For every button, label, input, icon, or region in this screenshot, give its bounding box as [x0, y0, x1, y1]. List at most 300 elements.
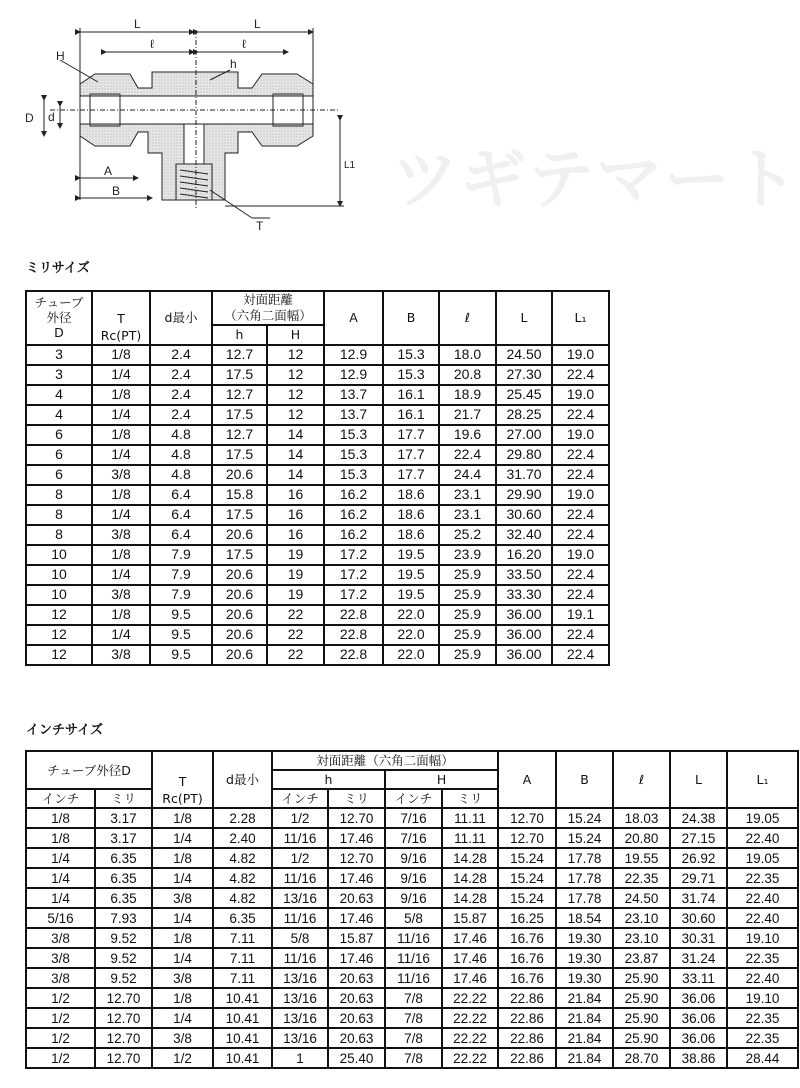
table-cell: 21.84	[556, 1048, 613, 1068]
table-row	[26, 605, 609, 625]
table-cell: 23.1	[439, 485, 496, 505]
table-cell: 21.84	[556, 1028, 613, 1048]
metric-section-title: ミリサイズ	[26, 261, 90, 276]
header-d-min: d最小	[213, 751, 272, 808]
table-cell: 25.9	[439, 625, 496, 645]
table-cell: 15.3	[383, 365, 439, 385]
table-cell: 23.10	[613, 928, 670, 948]
table-cell: 12	[267, 385, 324, 405]
table-row	[26, 365, 609, 385]
table-cell: 28.70	[613, 1048, 670, 1068]
table-cell: 12.9	[324, 365, 383, 385]
header-tube-od-line3: D	[54, 325, 64, 341]
table-cell: 4.82	[213, 868, 272, 888]
header-across-flats-line2: （六角二面幅）	[224, 308, 312, 323]
table-cell: 4	[26, 405, 92, 425]
table-cell: 1/4	[152, 828, 213, 848]
table-cell: 3/8	[26, 968, 95, 988]
table-cell: 20.63	[328, 1028, 385, 1048]
table-row	[26, 948, 798, 968]
table-cell: 23.10	[613, 908, 670, 928]
table-cell: 22.35	[727, 1028, 798, 1048]
table-cell: 19.0	[552, 485, 609, 505]
table-cell: 14.28	[442, 848, 498, 868]
table-cell: 22.40	[727, 968, 798, 988]
table-cell: 17.2	[324, 565, 383, 585]
header-H-inch: インチ	[385, 789, 442, 808]
table-cell: 14	[267, 465, 324, 485]
table-cell: 22.4	[552, 505, 609, 525]
table-cell: 7.11	[213, 928, 272, 948]
table-cell: 22.0	[383, 645, 439, 665]
table-cell: 28.25	[496, 405, 552, 425]
header-T	[92, 291, 150, 345]
table-cell: 16	[267, 485, 324, 505]
table-cell: 27.15	[670, 828, 727, 848]
header-T-label: T	[117, 310, 125, 326]
table-cell: 1/8	[26, 808, 95, 828]
table-cell: 36.00	[496, 645, 552, 665]
table-cell: 24.38	[670, 808, 727, 828]
table-cell: 1/2	[26, 1048, 95, 1068]
table-cell: 16.2	[324, 505, 383, 525]
table-cell: 1/2	[26, 988, 95, 1008]
table-cell: 6.35	[213, 908, 272, 928]
table-cell: 21.84	[556, 1008, 613, 1028]
table-cell: 7/8	[385, 1028, 442, 1048]
table-cell: 9/16	[385, 888, 442, 908]
table-cell: 16	[267, 505, 324, 525]
table-cell: 12.7	[212, 385, 267, 405]
table-cell: 22.4	[552, 465, 609, 485]
table-cell: 23.1	[439, 505, 496, 525]
table-cell: 11/16	[272, 828, 328, 848]
table-row	[26, 425, 609, 445]
table-cell: 1/4	[92, 565, 150, 585]
table-cell: 16.76	[498, 968, 556, 988]
table-cell: 22.4	[552, 585, 609, 605]
table-cell: 9/16	[385, 848, 442, 868]
table-cell: 13/16	[272, 1028, 328, 1048]
table-cell: 4.8	[150, 465, 212, 485]
table-cell: 16.2	[324, 525, 383, 545]
table-cell: 20.6	[212, 585, 267, 605]
header-L: L	[496, 291, 552, 345]
table-cell: 22.22	[442, 1048, 498, 1068]
table-cell: 19.1	[552, 605, 609, 625]
table-cell: 17.46	[442, 968, 498, 988]
table-cell: 24.50	[613, 888, 670, 908]
table-cell: 7/16	[385, 808, 442, 828]
table-cell: 21.84	[556, 988, 613, 1008]
table-cell: 14	[267, 425, 324, 445]
table-cell: 12.70	[498, 828, 556, 848]
table-cell: 10	[26, 565, 92, 585]
inch-size-table	[25, 750, 799, 1069]
table-cell: 18.0	[439, 345, 496, 365]
table-cell: 16.1	[383, 385, 439, 405]
table-cell: 11/16	[385, 948, 442, 968]
table-cell: 25.40	[328, 1048, 385, 1068]
table-cell: 20.6	[212, 645, 267, 665]
header-A: A	[324, 291, 383, 345]
table-cell: 11.11	[442, 828, 498, 848]
table-cell: 7.11	[213, 948, 272, 968]
table-row	[26, 988, 798, 1008]
table-cell: 12.7	[212, 425, 267, 445]
table-cell: 12	[267, 365, 324, 385]
metric-size-table	[25, 290, 610, 666]
table-cell: 6.4	[150, 505, 212, 525]
header-across-flats	[212, 291, 324, 325]
table-cell: 29.80	[496, 445, 552, 465]
table-cell: 22.35	[727, 948, 798, 968]
table-cell: 1/4	[92, 365, 150, 385]
table-cell: 3/8	[92, 525, 150, 545]
table-cell: 13/16	[272, 1008, 328, 1028]
table-cell: 17.5	[212, 545, 267, 565]
table-cell: 3.17	[95, 808, 152, 828]
table-cell: 17.46	[442, 928, 498, 948]
table-cell: 19.05	[727, 808, 798, 828]
table-cell: 17.5	[212, 445, 267, 465]
table-cell: 1/8	[92, 545, 150, 565]
table-cell: 25.45	[496, 385, 552, 405]
table-cell: 18.9	[439, 385, 496, 405]
header-across-flats: 対面距離（六角二面幅）	[272, 751, 498, 770]
table-cell: 1/8	[92, 485, 150, 505]
table-cell: 22.86	[498, 1028, 556, 1048]
table-cell: 27.00	[496, 425, 552, 445]
table-cell: 22.22	[442, 1028, 498, 1048]
table-cell: 1/8	[92, 425, 150, 445]
table-cell: 11/16	[385, 928, 442, 948]
table-cell: 18.54	[556, 908, 613, 928]
table-cell: 7.93	[95, 908, 152, 928]
table-cell: 19	[267, 545, 324, 565]
label-H: H	[56, 49, 65, 63]
table-cell: 5/8	[272, 928, 328, 948]
header-T	[152, 751, 213, 808]
table-cell: 22.86	[498, 1008, 556, 1028]
table-row	[26, 808, 798, 828]
table-cell: 19.0	[552, 345, 609, 365]
table-cell: 17.2	[324, 545, 383, 565]
table-cell: 9.5	[150, 605, 212, 625]
table-cell: 3/8	[92, 585, 150, 605]
table-cell: 16.25	[498, 908, 556, 928]
table-cell: 16.20	[496, 545, 552, 565]
table-cell: 12.9	[324, 345, 383, 365]
inch-table-body	[26, 808, 798, 1068]
table-cell: 1/8	[92, 605, 150, 625]
table-cell: 1/8	[152, 928, 213, 948]
table-cell: 3/8	[92, 645, 150, 665]
table-cell: 5/8	[385, 908, 442, 928]
table-cell: 3/8	[26, 928, 95, 948]
header-H-mm: ミリ	[442, 789, 498, 808]
table-cell: 33.11	[670, 968, 727, 988]
table-cell: 23.87	[613, 948, 670, 968]
table-cell: 17.5	[212, 505, 267, 525]
table-cell: 1/2	[26, 1008, 95, 1028]
table-cell: 1/4	[152, 868, 213, 888]
table-cell: 25.90	[613, 988, 670, 1008]
label-l-right: ℓ	[242, 37, 246, 51]
table-cell: 6.35	[95, 848, 152, 868]
table-cell: 1/4	[26, 888, 95, 908]
table-cell: 20.6	[212, 525, 267, 545]
table-cell: 33.50	[496, 565, 552, 585]
header-T-label: T	[178, 774, 187, 789]
table-cell: 7.9	[150, 565, 212, 585]
table-cell: 1/8	[152, 808, 213, 828]
table-cell: 19.30	[556, 948, 613, 968]
table-cell: 19	[267, 585, 324, 605]
table-cell: 27.30	[496, 365, 552, 385]
table-cell: 7.11	[213, 968, 272, 988]
table-cell: 20.63	[328, 988, 385, 1008]
table-cell: 20.63	[328, 1008, 385, 1028]
table-cell: 33.30	[496, 585, 552, 605]
table-row	[26, 888, 798, 908]
table-cell: 1/4	[92, 505, 150, 525]
table-cell: 1/4	[152, 948, 213, 968]
table-cell: 36.00	[496, 605, 552, 625]
table-cell: 13.7	[324, 405, 383, 425]
table-cell: 25.2	[439, 525, 496, 545]
table-cell: 9/16	[385, 868, 442, 888]
header-L1: L₁	[727, 751, 798, 808]
table-cell: 7/8	[385, 988, 442, 1008]
table-cell: 3/8	[152, 1028, 213, 1048]
table-cell: 22.4	[552, 405, 609, 425]
table-cell: 12.70	[328, 848, 385, 868]
table-cell: 15.24	[498, 848, 556, 868]
label-L-right: L	[254, 17, 261, 31]
table-cell: 6.35	[95, 888, 152, 908]
table-cell: 22.22	[442, 988, 498, 1008]
table-cell: 17.7	[383, 445, 439, 465]
table-cell: 16.1	[383, 405, 439, 425]
table-cell: 6	[26, 445, 92, 465]
table-row	[26, 485, 609, 505]
header-H: H	[385, 770, 498, 789]
table-cell: 14.28	[442, 868, 498, 888]
table-cell: 2.28	[213, 808, 272, 828]
table-row	[26, 645, 609, 665]
table-cell: 15.3	[324, 465, 383, 485]
table-cell: 24.4	[439, 465, 496, 485]
table-cell: 20.6	[212, 625, 267, 645]
table-cell: 22.40	[727, 828, 798, 848]
table-cell: 11.11	[442, 808, 498, 828]
table-cell: 29.90	[496, 485, 552, 505]
table-cell: 19	[267, 565, 324, 585]
header-B: B	[383, 291, 439, 345]
header-tube-od-line2: 外径	[46, 310, 72, 326]
table-cell: 6	[26, 425, 92, 445]
table-cell: 31.24	[670, 948, 727, 968]
table-cell: 10	[26, 585, 92, 605]
table-cell: 25.9	[439, 645, 496, 665]
table-cell: 10.41	[213, 1008, 272, 1028]
table-cell: 19.5	[383, 585, 439, 605]
table-cell: 9.52	[95, 928, 152, 948]
table-cell: 22	[267, 645, 324, 665]
table-cell: 12.70	[95, 1048, 152, 1068]
table-cell: 38.86	[670, 1048, 727, 1068]
table-cell: 30.31	[670, 928, 727, 948]
table-cell: 9.5	[150, 625, 212, 645]
table-row	[26, 848, 798, 868]
table-cell: 36.06	[670, 1008, 727, 1028]
table-row	[26, 405, 609, 425]
table-cell: 16.76	[498, 928, 556, 948]
header-l: ℓ	[439, 291, 496, 345]
header-h: h	[272, 770, 385, 789]
label-d: d	[48, 110, 55, 124]
table-cell: 17.78	[556, 888, 613, 908]
table-cell: 17.78	[556, 848, 613, 868]
table-cell: 6.4	[150, 485, 212, 505]
table-cell: 1/4	[92, 625, 150, 645]
table-cell: 29.71	[670, 868, 727, 888]
table-row	[26, 585, 609, 605]
table-row	[26, 505, 609, 525]
table-cell: 10.41	[213, 1048, 272, 1068]
table-cell: 1/8	[92, 345, 150, 365]
table-cell: 2.4	[150, 385, 212, 405]
table-cell: 36.06	[670, 988, 727, 1008]
header-tube-od-line1: チューブ	[34, 295, 84, 311]
header-B: B	[556, 751, 613, 808]
table-cell: 22.4	[552, 645, 609, 665]
branch-bore	[184, 124, 204, 164]
table-cell: 17.46	[442, 948, 498, 968]
table-cell: 25.90	[613, 1028, 670, 1048]
table-cell: 3/8	[152, 968, 213, 988]
table-cell: 1/8	[152, 848, 213, 868]
table-cell: 4.8	[150, 445, 212, 465]
table-cell: 22.4	[552, 525, 609, 545]
table-cell: 19.30	[556, 968, 613, 988]
table-cell: 7/8	[385, 1048, 442, 1068]
table-cell: 20.8	[439, 365, 496, 385]
table-cell: 20.6	[212, 565, 267, 585]
header-H: H	[267, 325, 324, 345]
table-cell: 10.41	[213, 1028, 272, 1048]
table-cell: 15.24	[556, 828, 613, 848]
table-cell: 12	[26, 605, 92, 625]
table-cell: 30.60	[496, 505, 552, 525]
table-row	[26, 1028, 798, 1048]
table-cell: 4.8	[150, 425, 212, 445]
table-cell: 19.05	[727, 848, 798, 868]
table-cell: 19.0	[552, 385, 609, 405]
table-cell: 22.4	[552, 445, 609, 465]
table-cell: 1/8	[26, 828, 95, 848]
table-cell: 22.35	[727, 868, 798, 888]
table-cell: 1/4	[152, 908, 213, 928]
table-cell: 22.86	[498, 988, 556, 1008]
table-cell: 25.90	[613, 1008, 670, 1028]
table-cell: 2.4	[150, 405, 212, 425]
table-cell: 17.5	[212, 405, 267, 425]
table-cell: 13.7	[324, 385, 383, 405]
table-cell: 12	[26, 645, 92, 665]
table-cell: 17.5	[212, 365, 267, 385]
table-cell: 8	[26, 505, 92, 525]
table-cell: 1/2	[272, 848, 328, 868]
table-cell: 12.70	[328, 808, 385, 828]
table-cell: 22.86	[498, 1048, 556, 1068]
table-cell: 22.40	[727, 908, 798, 928]
table-row	[26, 345, 609, 365]
table-row	[26, 385, 609, 405]
table-cell: 19.0	[552, 425, 609, 445]
table-cell: 12.70	[95, 988, 152, 1008]
table-cell: 19.5	[383, 565, 439, 585]
table-cell: 15.24	[498, 868, 556, 888]
table-cell: 6.4	[150, 525, 212, 545]
table-cell: 3	[26, 365, 92, 385]
table-cell: 31.74	[670, 888, 727, 908]
table-cell: 12.70	[95, 1028, 152, 1048]
table-cell: 20.6	[212, 465, 267, 485]
table-row	[26, 968, 798, 988]
table-cell: 19.55	[613, 848, 670, 868]
table-cell: 22.8	[324, 645, 383, 665]
table-cell: 6.35	[95, 868, 152, 888]
table-row	[26, 565, 609, 585]
table-cell: 7/8	[385, 1008, 442, 1028]
table-cell: 22.8	[324, 625, 383, 645]
table-cell: 12.70	[95, 1008, 152, 1028]
table-cell: 1/8	[152, 988, 213, 1008]
label-L1: L1	[344, 160, 356, 171]
label-A: A	[104, 164, 113, 178]
table-cell: 24.50	[496, 345, 552, 365]
label-B: B	[112, 184, 121, 198]
table-row	[26, 868, 798, 888]
table-cell: 6	[26, 465, 92, 485]
table-cell: 25.9	[439, 585, 496, 605]
header-od-mm: ミリ	[95, 789, 152, 808]
header-l: ℓ	[613, 751, 670, 808]
table-cell: 17.7	[383, 425, 439, 445]
table-cell: 9.52	[95, 948, 152, 968]
table-cell: 1/4	[92, 405, 150, 425]
table-cell: 30.60	[670, 908, 727, 928]
table-cell: 15.3	[324, 445, 383, 465]
header-d-min: d最小	[150, 291, 212, 345]
inch-section-title: インチサイズ	[26, 723, 103, 738]
table-cell: 1	[272, 1048, 328, 1068]
table-cell: 12.70	[498, 808, 556, 828]
table-cell: 32.40	[496, 525, 552, 545]
table-cell: 13/16	[272, 988, 328, 1008]
table-cell: 36.00	[496, 625, 552, 645]
header-L: L	[670, 751, 727, 808]
table-cell: 21.7	[439, 405, 496, 425]
table-row	[26, 465, 609, 485]
header-A: A	[498, 751, 556, 808]
header-tube-od	[26, 291, 92, 345]
table-row	[26, 1048, 798, 1068]
table-cell: 22	[267, 625, 324, 645]
table-cell: 22.35	[613, 868, 670, 888]
